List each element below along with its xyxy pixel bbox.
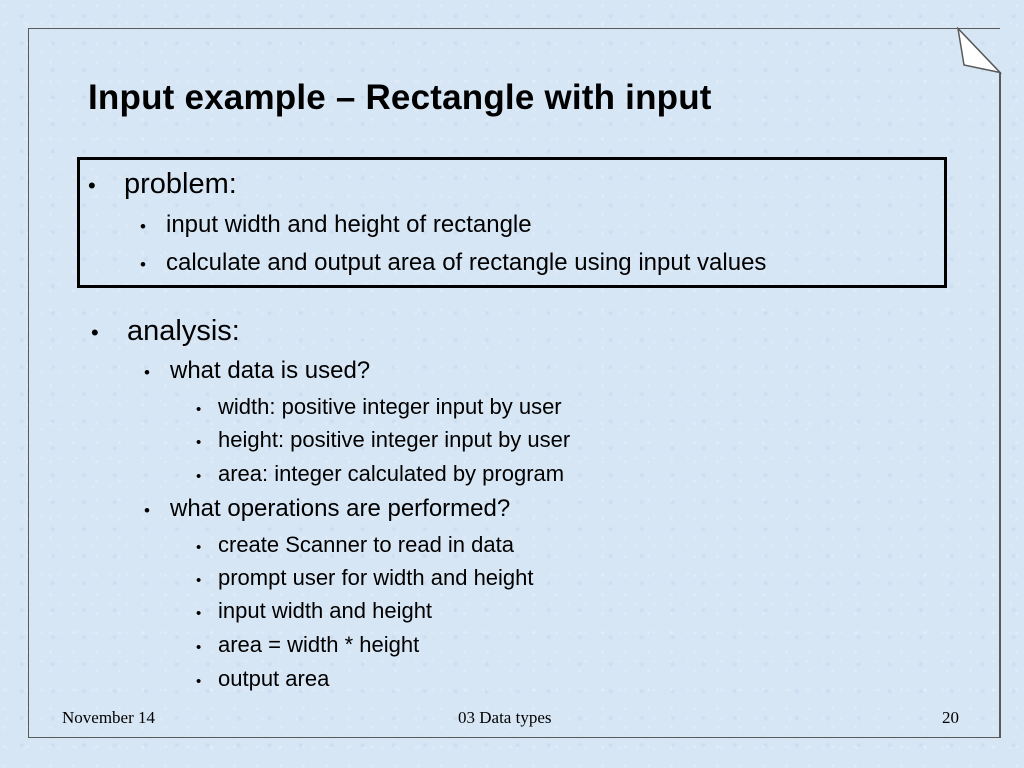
bullet-problem (88, 168, 237, 201)
slide-frame-right-edge (999, 72, 1001, 738)
data-item (196, 394, 562, 420)
bullet-analysis (91, 315, 240, 348)
analysis-data-question (144, 357, 370, 385)
slide-title: Input example – Rectangle with input (88, 78, 712, 117)
data-item-text: height: positive integer input by user (218, 427, 571, 452)
ops-item-text: input width and height (218, 598, 433, 623)
bullet-marker: • (196, 673, 202, 690)
bullet-marker: • (196, 539, 202, 556)
bullet-marker: • (196, 605, 202, 622)
bullet-marker: • (144, 501, 150, 520)
bullet-marker: • (88, 173, 96, 198)
footer-course: 03 Data types (458, 708, 552, 727)
bullet-marker: • (140, 217, 146, 236)
data-question-text: what data is used? (170, 357, 371, 384)
ops-item (196, 632, 419, 658)
ops-item-text: output area (218, 666, 330, 691)
bullet-marker: • (144, 363, 150, 382)
ops-item-text: prompt user for width and height (218, 565, 534, 590)
ops-item-text: area = width * height (218, 632, 420, 657)
problem-item (140, 249, 766, 277)
data-item (196, 461, 564, 487)
bullet-marker: • (196, 639, 202, 656)
ops-item-text: create Scanner to read in data (218, 532, 514, 557)
page-curl-corner (955, 27, 1003, 75)
problem-item-text: calculate and output area of rectangle using input values (166, 249, 767, 276)
analysis-label: analysis: (127, 315, 240, 347)
ops-question-text: what operations are performed? (170, 495, 511, 522)
ops-item (196, 666, 329, 692)
bullet-marker: • (196, 401, 202, 418)
problem-label: problem: (124, 168, 237, 200)
bullet-marker: • (196, 572, 202, 589)
footer-date: November 14 (62, 708, 156, 727)
problem-item-text: input width and height of rectangle (166, 211, 532, 238)
ops-item (196, 565, 534, 591)
ops-item (196, 598, 432, 624)
footer-page-number: 20 (942, 708, 959, 727)
data-item-text: width: positive integer input by user (218, 394, 562, 419)
bullet-marker: • (91, 320, 99, 345)
ops-item (196, 532, 514, 558)
bullet-marker: • (140, 255, 146, 274)
analysis-ops-question (144, 495, 510, 523)
bullet-marker: • (196, 434, 202, 451)
data-item-text: area: integer calculated by program (218, 461, 565, 486)
problem-item (140, 211, 532, 239)
bullet-marker: • (196, 468, 202, 485)
data-item (196, 427, 570, 453)
